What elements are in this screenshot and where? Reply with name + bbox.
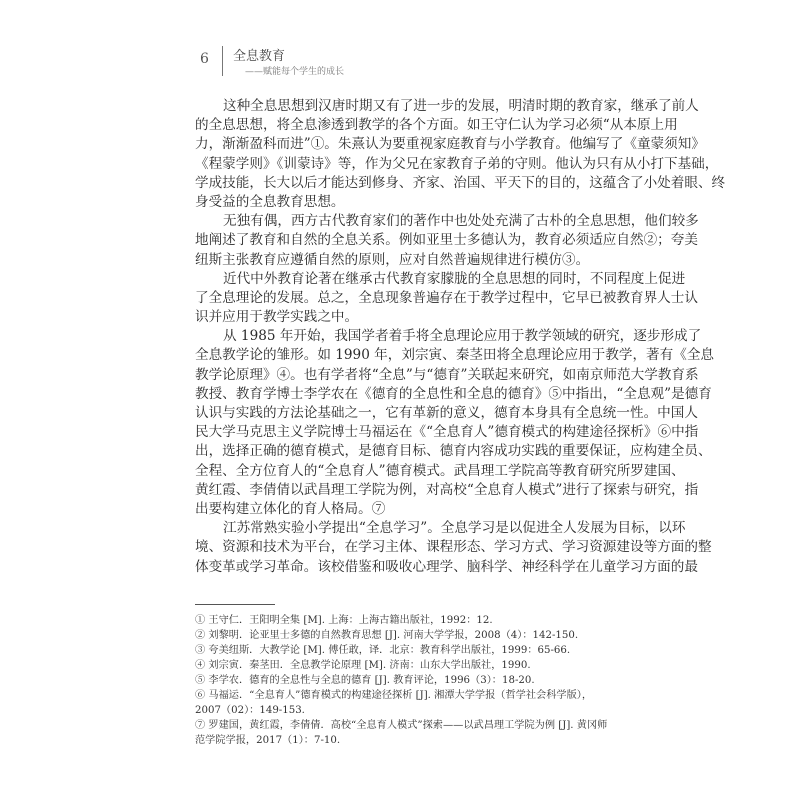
text-line: 出要构建立体化的育人格局。⑦: [195, 500, 386, 517]
text-line: 学成技能，长大以后才能达到修身、齐家、治国、平天下的目的，这蕴含了小处着眼、终: [195, 174, 726, 191]
footnote-rule: [195, 604, 275, 605]
text-line: 体变革或学习革命。该校借鉴和吸收心理学、脑科学、神经科学在儿童学习方面的最: [195, 558, 698, 575]
text-line: 身受益的全息教育思想。: [195, 193, 345, 210]
paragraph: [195, 270, 698, 328]
text-line: 黄红霞、李倩倩以武昌理工学院为例，对高校“全息育人模式”进行了探索与研究，指: [195, 481, 699, 498]
paragraph: [195, 97, 726, 212]
footnote: ③ 夸美纽斯．大教学论 [M]. 傅任敢，译．北京：教育科学出版社，1999：65-66.: [195, 645, 571, 656]
text-line: 纽斯主张教育应遵循自然的原则，应对自然普遍规律进行模仿③。: [195, 251, 590, 268]
text-line: 识并应用于教学实践之中。: [195, 309, 359, 326]
footnotes: [195, 613, 613, 748]
text-line: 《程蒙学则》《训蒙诗》等，作为父兄在家教育子弟的守则。他认为只有从小打下基础，: [195, 155, 719, 172]
text-line: 教学论原理》④。也有学者将“全息”与“德育”关联起来研究，如南京师范大学教育系: [195, 366, 699, 383]
text-line: 了全息理论的发展。总之，全息现象普遍存在于教学过程中，它早已被教育界人士认: [195, 289, 698, 306]
body-text: [195, 97, 726, 577]
text-line: 的全息思想，将全息渗透到教学的各个方面。如王守仁认为学习必须“从本原上用: [195, 117, 678, 134]
text-line: 全息教学论的雏形。如 1990 年，刘宗寅、秦茎田将全息理论应用于教学，著有《全息: [195, 347, 715, 364]
footnote: ⑦ 罗建国，黄红霞，李倩倩．高校“全息育人模式”探索——以武昌理工学院为例 [J]. 黄冈师范学院学报，2017（1）：7-10.: [195, 720, 608, 746]
text-line: 认识与实践的方法论基础之一，它有革新的意义，德育本身具有全息统一性。中国人: [195, 405, 698, 421]
header-divider: [222, 46, 223, 76]
text-line: 全程、全方位育人的“全息育人”德育模式。武昌理工学院高等教育研究所罗建国、: [195, 462, 685, 479]
text-line: 力，渐渐盈科而进”①。朱熹认为要重视家庭教育与小学教育。他编写了《童蒙须知》: [195, 136, 705, 153]
footnote: ⑤ 李学农．德育的全息性与全息的德育 [J]. 教育评论，1996（3）：18-20.: [195, 675, 535, 686]
text-line: 从 1985 年开始，我国学者着手将全息理论应用于教学领域的研究，逐步形成了: [223, 328, 702, 345]
footnote: ① 王守仁．王阳明全集 [M]. 上海：上海古籍出版社，1992：12.: [195, 615, 493, 626]
footnote: ⑥ 马福运．“全息育人”德育模式的构建途径探析 [J]. 湘潭大学学报（哲学社会科学版），2007（02）：149-153.: [195, 690, 593, 716]
text-line: 出，选择正确的德育模式，是德育目标、德育内容成功实践的重要保证，应构建全员、: [195, 443, 712, 460]
book-title: 全息教育: [233, 49, 286, 64]
text-line: 教授、教育学博士李学农在《德育的全息性和全息的德育》⑤中指出，“全息观”是德育: [195, 385, 712, 402]
footnote: ④ 刘宗寅．秦茎田．全息教学论原理 [M]. 济南：山东大学出版社，1990.: [195, 660, 531, 671]
book-subtitle: ——赋能每个学生的成长: [245, 67, 345, 77]
paragraph: [195, 327, 715, 519]
paragraph: [195, 212, 699, 270]
text-line: 地阐述了教育和自然的全息关系。例如亚里士多德认为，教育必须适应自然②；夸美: [195, 232, 698, 249]
footnote: ② 刘黎明．论亚里士多德的自然教育思想 [J]. 河南大学学报，2008（4）：142-150.: [195, 630, 579, 641]
text-line: 境、资源和技术为平台，在学习主体、课程形态、学习方式、学习资源建设等方面的整: [195, 539, 712, 556]
text-line: 江苏常熟实验小学提出“全息学习”。全息学习是以促进全人发展为目标，以环: [223, 520, 686, 537]
text-line: 近代中外教育论著在继承古代教育家朦胧的全息思想的同时，不同程度上促进: [223, 270, 686, 287]
page-number: 6: [200, 51, 209, 67]
paragraph: [195, 519, 712, 577]
text-line: 这种全息思想到汉唐时期又有了进一步的发展，明清时期的教育家，继承了前人: [223, 98, 699, 114]
text-line: 无独有偶，西方古代教育家们的著作中也处处充满了古朴的全息思想，他们较多: [223, 213, 699, 230]
text-line: 民大学马克思主义学院博士马福运在《“全息育人”德育模式的构建途径探析》⑥中指: [195, 424, 699, 441]
